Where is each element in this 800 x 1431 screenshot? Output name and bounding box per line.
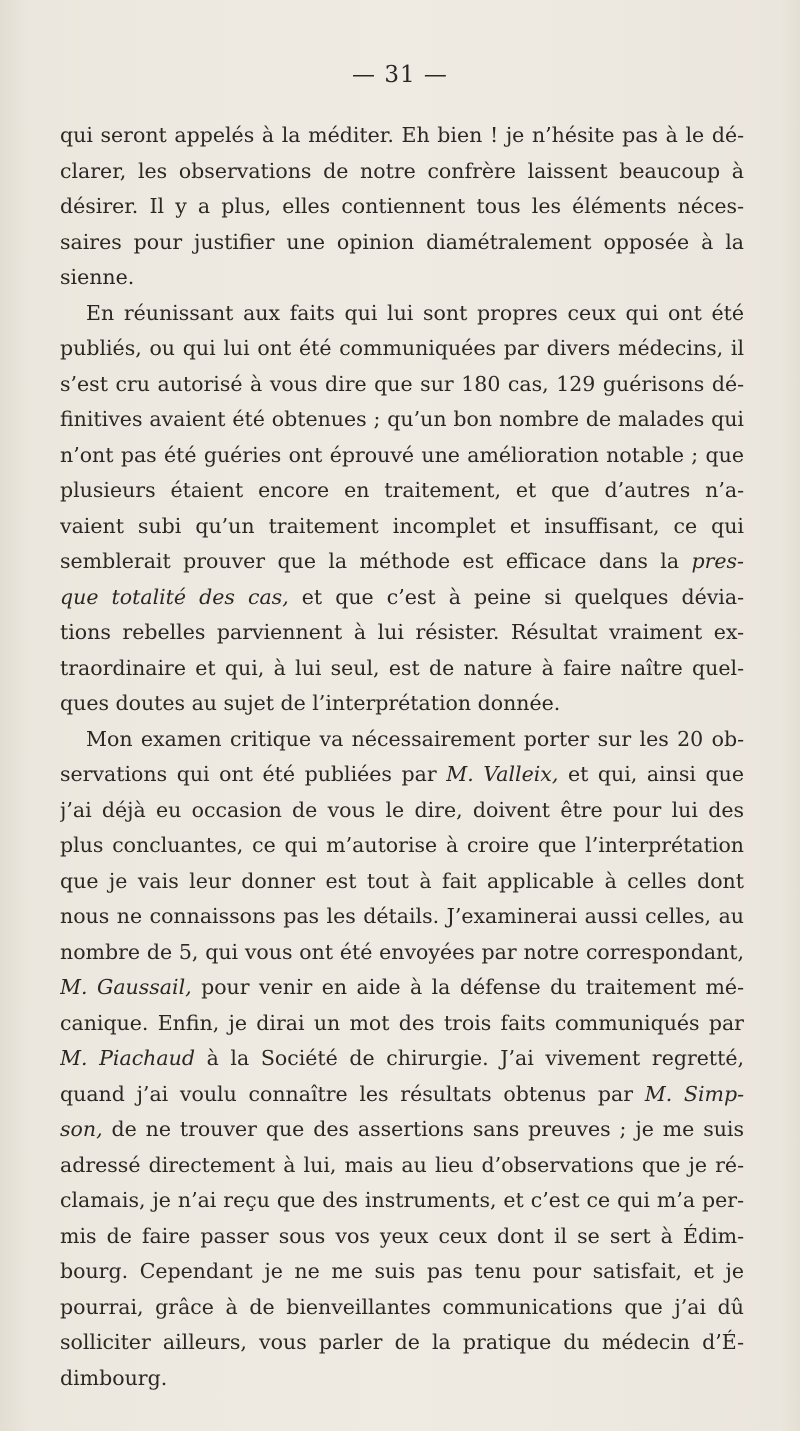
text-segment: servations qui ont été publiées par xyxy=(60,762,447,786)
italic-name: M. Valleix, xyxy=(446,762,559,786)
text-line: clarer, les observations de notre confrère laissent beaucoup à xyxy=(60,158,744,183)
text-line: ques doutes au sujet de l’interprétation donnée. xyxy=(60,691,561,715)
text-line: nombre de 5, qui vous ont été envoyées par notre correspondant, xyxy=(60,939,744,964)
text-line: publiés, ou qui lui ont été communiquées par divers médecins, il xyxy=(60,336,744,360)
text-line xyxy=(60,970,744,1006)
text-line xyxy=(60,580,744,616)
text-line: saires pour justifier une opinion diamétralement opposée à la xyxy=(60,229,744,254)
text-segment: à la Société de chirurgie. J’ai vivement regretté, xyxy=(194,1046,744,1070)
text-line: clamais, je n’ai reçu que des instruments, et c’est ce qui m’a per- xyxy=(60,1188,744,1212)
text-line: adressé directement à lui, mais au lieu d’observations que je ré- xyxy=(60,1152,744,1177)
italic-name: M. Simp- xyxy=(644,1081,744,1106)
text-segment: de ne trouver que des assertions sans preuves ; je me suis xyxy=(102,1117,744,1141)
text-line xyxy=(60,544,744,580)
text-segment: semblerait prouver que la méthode est efficace dans la xyxy=(60,549,692,573)
text-line: dimbourg. xyxy=(60,1365,168,1390)
text-segment: pour venir en aide à la défense du traitement mé- xyxy=(191,975,744,999)
text-segment: quand j’ai voulu connaître les résultats obtenus par xyxy=(60,1081,645,1106)
italic-name: pres- xyxy=(691,549,744,573)
text-line: s’est cru autorisé à vous dire que sur 180 cas, 129 guérisons dé- xyxy=(60,371,744,396)
italic-name: M. Gaussail, xyxy=(60,975,192,999)
text-line xyxy=(60,1112,744,1148)
text-line: bourg. Cependant je ne me suis pas tenu pour satisfait, et je xyxy=(60,1259,744,1283)
text-line: solliciter ailleurs, vous parler de la pratique du médecin d’É- xyxy=(60,1330,744,1354)
text-line: pourrai, grâce à de bienveillantes communications que j’ai dû xyxy=(60,1294,744,1319)
italic-name: M. Piachaud xyxy=(60,1046,195,1070)
body-text xyxy=(60,118,744,1396)
text-line: Mon examen critique va nécessairement porter sur les 20 ob- xyxy=(86,726,744,751)
text-segment: et qui, ainsi que xyxy=(558,762,744,786)
text-line: plus concluantes, ce qui m’autorise à croire que l’interprétation xyxy=(60,833,744,857)
text-line: sienne. xyxy=(60,265,135,289)
text-line: tions rebelles parviennent à lui résister. Résultat vraiment ex- xyxy=(60,620,744,644)
text-line xyxy=(60,1041,744,1077)
text-segment: et que c’est à peine si quelques dévia- xyxy=(288,584,744,609)
page-number: — 31 — xyxy=(352,62,448,88)
text-line: vaient subi qu’un traitement incomplet et insuffisant, ce qui xyxy=(60,513,744,538)
text-line: canique. Enfin, je dirai un mot des trois faits communiqués par xyxy=(60,1010,744,1035)
text-line: plusieurs étaient encore en traitement, et que d’autres n’a- xyxy=(60,478,744,502)
text-line: qui seront appelés à la méditer. Eh bien ! je n’hésite pas à le dé- xyxy=(60,123,744,147)
italic-name: son, xyxy=(60,1117,103,1141)
text-line: que je vais leur donner est tout à fait applicable à celles dont xyxy=(60,868,744,893)
text-line: nous ne connaissons pas les détails. J’examinerai aussi celles, au xyxy=(60,904,744,928)
text-line xyxy=(60,757,744,793)
text-line: finitives avaient été obtenues ; qu’un bon nombre de malades qui xyxy=(60,407,744,431)
text-line: j’ai déjà eu occasion de vous le dire, doivent être pour lui des xyxy=(60,797,744,822)
text-line xyxy=(60,1077,744,1113)
text-line: En réunissant aux faits qui lui sont propres ceux qui ont été xyxy=(86,300,744,325)
italic-name: que totalité des cas, xyxy=(60,584,289,609)
text-line: traordinaire et qui, à lui seul, est de nature à faire naître quel- xyxy=(60,655,744,680)
text-line: désirer. Il y a plus, elles contiennent tous les éléments néces- xyxy=(60,194,744,218)
text-line: n’ont pas été guéries ont éprouvé une amélioration notable ; que xyxy=(60,442,744,467)
text-line: mis de faire passer sous vos yeux ceux dont il se sert à Édim- xyxy=(60,1223,744,1248)
